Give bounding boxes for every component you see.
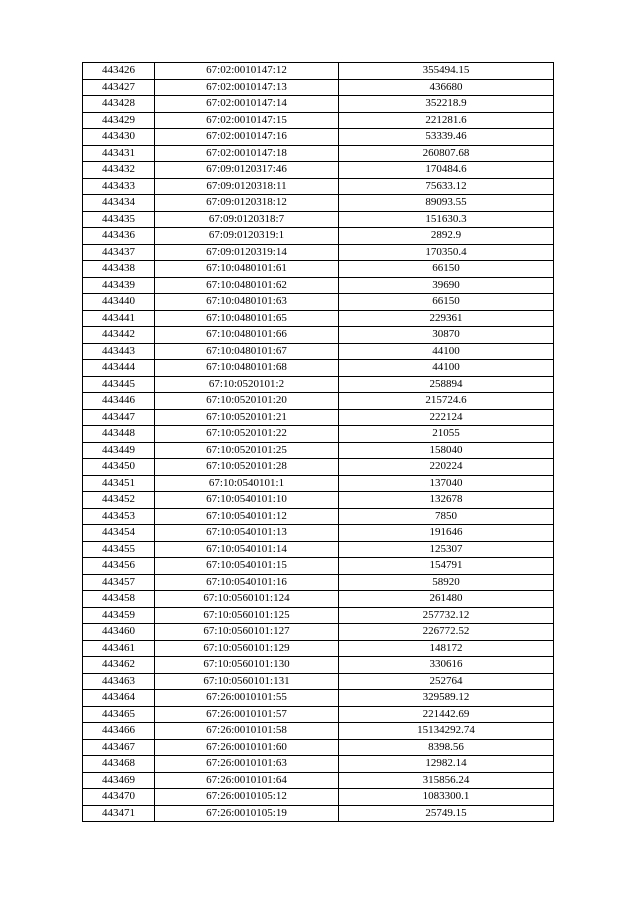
table-row (83, 459, 554, 476)
cadastral-number-cell: 67:09:0120318:7 (155, 211, 339, 228)
value-cell: 258894 (339, 376, 554, 393)
cadastral-number-cell: 67:10:0540101:15 (155, 558, 339, 575)
row-number-cell: 443436 (83, 228, 155, 245)
cadastral-number-cell: 67:26:0010101:60 (155, 739, 339, 756)
value-cell: 221281.6 (339, 112, 554, 129)
value-cell: 58920 (339, 574, 554, 591)
row-number-cell: 443456 (83, 558, 155, 575)
table-body (83, 63, 554, 822)
value-cell: 226772.52 (339, 624, 554, 641)
value-cell: 158040 (339, 442, 554, 459)
cadastral-number-cell: 67:10:0560101:127 (155, 624, 339, 641)
table-row (83, 145, 554, 162)
value-cell: 220224 (339, 459, 554, 476)
value-cell: 1083300.1 (339, 789, 554, 806)
table-row (83, 525, 554, 542)
row-number-cell: 443461 (83, 640, 155, 657)
row-number-cell: 443427 (83, 79, 155, 96)
table-row (83, 706, 554, 723)
table-row (83, 63, 554, 80)
table-row (83, 343, 554, 360)
cadastral-number-cell: 67:10:0520101:21 (155, 409, 339, 426)
table-row (83, 79, 554, 96)
cadastral-number-cell: 67:10:0540101:13 (155, 525, 339, 542)
cadastral-number-cell: 67:10:0540101:16 (155, 574, 339, 591)
table-row (83, 195, 554, 212)
value-cell: 154791 (339, 558, 554, 575)
row-number-cell: 443429 (83, 112, 155, 129)
cadastral-number-cell: 67:09:0120318:12 (155, 195, 339, 212)
table-row (83, 739, 554, 756)
table-row (83, 277, 554, 294)
value-cell: 252764 (339, 673, 554, 690)
cadastral-number-cell: 67:02:0010147:14 (155, 96, 339, 113)
row-number-cell: 443462 (83, 657, 155, 674)
row-number-cell: 443448 (83, 426, 155, 443)
value-cell: 125307 (339, 541, 554, 558)
cadastral-number-cell: 67:26:0010101:58 (155, 723, 339, 740)
value-cell: 75633.12 (339, 178, 554, 195)
cadastral-number-cell: 67:09:0120317:46 (155, 162, 339, 179)
table-row (83, 129, 554, 146)
value-cell: 436680 (339, 79, 554, 96)
table-row (83, 409, 554, 426)
value-cell: 261480 (339, 591, 554, 608)
value-cell: 8398.56 (339, 739, 554, 756)
value-cell: 25749.15 (339, 805, 554, 822)
table-row (83, 624, 554, 641)
table-row (83, 607, 554, 624)
value-cell: 222124 (339, 409, 554, 426)
cadastral-number-cell: 67:10:0540101:14 (155, 541, 339, 558)
cadastral-number-cell: 67:10:0560101:130 (155, 657, 339, 674)
cadastral-number-cell: 67:10:0480101:65 (155, 310, 339, 327)
table-row (83, 805, 554, 822)
cadastral-number-cell: 67:10:0540101:12 (155, 508, 339, 525)
value-cell: 355494.15 (339, 63, 554, 80)
value-cell: 7850 (339, 508, 554, 525)
cadastral-number-cell: 67:09:0120319:1 (155, 228, 339, 245)
cadastral-number-cell: 67:10:0540101:1 (155, 475, 339, 492)
row-number-cell: 443435 (83, 211, 155, 228)
value-cell: 89093.55 (339, 195, 554, 212)
cadastral-number-cell: 67:02:0010147:12 (155, 63, 339, 80)
cadastral-number-cell: 67:10:0520101:20 (155, 393, 339, 410)
row-number-cell: 443446 (83, 393, 155, 410)
cadastral-number-cell: 67:02:0010147:16 (155, 129, 339, 146)
value-cell: 151630.3 (339, 211, 554, 228)
row-number-cell: 443470 (83, 789, 155, 806)
row-number-cell: 443452 (83, 492, 155, 509)
table-row (83, 228, 554, 245)
table-row (83, 261, 554, 278)
cadastral-value-table (82, 62, 554, 822)
table-row (83, 294, 554, 311)
cadastral-number-cell: 67:10:0480101:66 (155, 327, 339, 344)
table-row (83, 426, 554, 443)
table-row (83, 690, 554, 707)
table-row (83, 475, 554, 492)
row-number-cell: 443466 (83, 723, 155, 740)
row-number-cell: 443441 (83, 310, 155, 327)
value-cell: 315856.24 (339, 772, 554, 789)
row-number-cell: 443442 (83, 327, 155, 344)
row-number-cell: 443438 (83, 261, 155, 278)
table-row (83, 360, 554, 377)
cadastral-number-cell: 67:02:0010147:15 (155, 112, 339, 129)
cadastral-number-cell: 67:02:0010147:18 (155, 145, 339, 162)
cadastral-number-cell: 67:10:0520101:22 (155, 426, 339, 443)
table-row (83, 558, 554, 575)
value-cell: 66150 (339, 294, 554, 311)
table-row (83, 162, 554, 179)
row-number-cell: 443460 (83, 624, 155, 641)
row-number-cell: 443467 (83, 739, 155, 756)
row-number-cell: 443458 (83, 591, 155, 608)
row-number-cell: 443426 (83, 63, 155, 80)
row-number-cell: 443445 (83, 376, 155, 393)
cadastral-number-cell: 67:10:0480101:62 (155, 277, 339, 294)
table-row (83, 442, 554, 459)
table-row (83, 756, 554, 773)
row-number-cell: 443447 (83, 409, 155, 426)
row-number-cell: 443459 (83, 607, 155, 624)
table-row (83, 640, 554, 657)
row-number-cell: 443440 (83, 294, 155, 311)
row-number-cell: 443450 (83, 459, 155, 476)
table-row (83, 508, 554, 525)
row-number-cell: 443471 (83, 805, 155, 822)
cadastral-number-cell: 67:26:0010105:12 (155, 789, 339, 806)
row-number-cell: 443430 (83, 129, 155, 146)
value-cell: 330616 (339, 657, 554, 674)
value-cell: 15134292.74 (339, 723, 554, 740)
table-row (83, 789, 554, 806)
cadastral-number-cell: 67:26:0010101:57 (155, 706, 339, 723)
row-number-cell: 443455 (83, 541, 155, 558)
cadastral-number-cell: 67:10:0480101:63 (155, 294, 339, 311)
cadastral-number-cell: 67:09:0120319:14 (155, 244, 339, 261)
cadastral-number-cell: 67:10:0480101:61 (155, 261, 339, 278)
row-number-cell: 443449 (83, 442, 155, 459)
table-row (83, 96, 554, 113)
cadastral-number-cell: 67:10:0540101:10 (155, 492, 339, 509)
row-number-cell: 443451 (83, 475, 155, 492)
table-row (83, 112, 554, 129)
cadastral-number-cell: 67:26:0010101:64 (155, 772, 339, 789)
row-number-cell: 443444 (83, 360, 155, 377)
value-cell: 260807.68 (339, 145, 554, 162)
value-cell: 191646 (339, 525, 554, 542)
value-cell: 137040 (339, 475, 554, 492)
cadastral-number-cell: 67:10:0560101:131 (155, 673, 339, 690)
row-number-cell: 443457 (83, 574, 155, 591)
value-cell: 66150 (339, 261, 554, 278)
cadastral-number-cell: 67:10:0480101:67 (155, 343, 339, 360)
table-row (83, 327, 554, 344)
row-number-cell: 443431 (83, 145, 155, 162)
cadastral-number-cell: 67:10:0520101:28 (155, 459, 339, 476)
value-cell: 12982.14 (339, 756, 554, 773)
value-cell: 2892.9 (339, 228, 554, 245)
row-number-cell: 443469 (83, 772, 155, 789)
row-number-cell: 443464 (83, 690, 155, 707)
value-cell: 53339.46 (339, 129, 554, 146)
value-cell: 229361 (339, 310, 554, 327)
table-row (83, 178, 554, 195)
row-number-cell: 443432 (83, 162, 155, 179)
row-number-cell: 443434 (83, 195, 155, 212)
value-cell: 352218.9 (339, 96, 554, 113)
table-row (83, 574, 554, 591)
value-cell: 39690 (339, 277, 554, 294)
value-cell: 329589.12 (339, 690, 554, 707)
row-number-cell: 443453 (83, 508, 155, 525)
row-number-cell: 443465 (83, 706, 155, 723)
cadastral-number-cell: 67:26:0010101:63 (155, 756, 339, 773)
row-number-cell: 443439 (83, 277, 155, 294)
cadastral-number-cell: 67:09:0120318:11 (155, 178, 339, 195)
cadastral-number-cell: 67:10:0520101:2 (155, 376, 339, 393)
row-number-cell: 443454 (83, 525, 155, 542)
value-cell: 30870 (339, 327, 554, 344)
table-row (83, 211, 554, 228)
cadastral-number-cell: 67:10:0560101:129 (155, 640, 339, 657)
cadastral-number-cell: 67:26:0010101:55 (155, 690, 339, 707)
cadastral-number-cell: 67:10:0560101:124 (155, 591, 339, 608)
value-cell: 44100 (339, 360, 554, 377)
cadastral-number-cell: 67:02:0010147:13 (155, 79, 339, 96)
row-number-cell: 443443 (83, 343, 155, 360)
row-number-cell: 443428 (83, 96, 155, 113)
table-row (83, 657, 554, 674)
cadastral-number-cell: 67:10:0560101:125 (155, 607, 339, 624)
value-cell: 21055 (339, 426, 554, 443)
table-row (83, 723, 554, 740)
table-row (83, 673, 554, 690)
cadastral-number-cell: 67:10:0480101:68 (155, 360, 339, 377)
row-number-cell: 443437 (83, 244, 155, 261)
table-row (83, 772, 554, 789)
cadastral-number-cell: 67:10:0520101:25 (155, 442, 339, 459)
row-number-cell: 443468 (83, 756, 155, 773)
table-row (83, 310, 554, 327)
table-row (83, 244, 554, 261)
table-row (83, 492, 554, 509)
table-row (83, 541, 554, 558)
cadastral-number-cell: 67:26:0010105:19 (155, 805, 339, 822)
value-cell: 170350.4 (339, 244, 554, 261)
table-row (83, 591, 554, 608)
value-cell: 148172 (339, 640, 554, 657)
table-row (83, 376, 554, 393)
value-cell: 132678 (339, 492, 554, 509)
value-cell: 170484.6 (339, 162, 554, 179)
value-cell: 215724.6 (339, 393, 554, 410)
value-cell: 257732.12 (339, 607, 554, 624)
value-cell: 221442.69 (339, 706, 554, 723)
row-number-cell: 443433 (83, 178, 155, 195)
value-cell: 44100 (339, 343, 554, 360)
table-row (83, 393, 554, 410)
row-number-cell: 443463 (83, 673, 155, 690)
